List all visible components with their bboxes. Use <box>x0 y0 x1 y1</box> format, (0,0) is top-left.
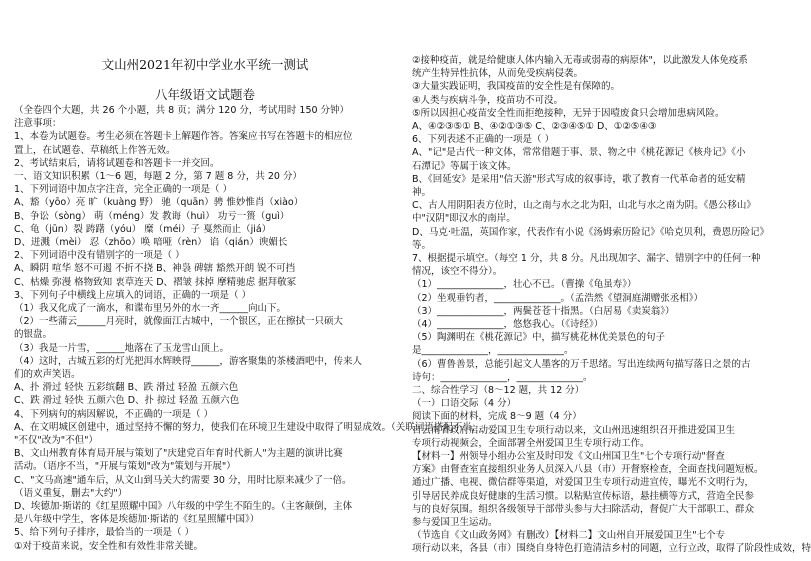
text-line: A、"记"是古代一种文体，常常借题于事、景、物之中《桃花源记《核舟记》《小 <box>412 147 746 159</box>
text-line: C、"文马高速"通车后，从文山到马关大约需要 30 分，用时比原来减少了一倍。 <box>14 474 352 486</box>
text-line: C、古人用阴阳表方位时，山之南与水之北为阳，山北与水之南为阴。《愚公移山》 <box>412 200 756 212</box>
text-line: A、豁（yōo）亮 旷（kuàng 野） 驰（quān）骋 惟妙惟肖（xiào） <box>14 197 304 209</box>
text-line: 诗句：______________，______________。 <box>412 371 593 383</box>
text-line: B、《回延安》是采用"信天游"形式写成的叙事诗，歌了教育一代革命者的延安精 <box>412 173 746 185</box>
text-line: B、文山州教育体育局开展与策划了"庆建党百年育时代新人"为主题的演讲比赛 <box>14 448 343 460</box>
text-line: 1、本卷为试题卷。考生必须在答题卡上解题作答。答案应书写在答题卡的相应位 <box>14 131 353 143</box>
text-line: 与的良好氛围。组织各级领导干部带头参与大扫除活动，督促广大干部职工、群众 <box>412 503 755 515</box>
text-line: D、埃德加·斯诺的《红星照耀中国》八年级的中学生不陌生的。（主客颠倒，主体 <box>14 501 353 512</box>
text-line: 石潭记》等属于该文体。 <box>412 160 517 172</box>
text-line: 7、根据提示填空。（每空 1 分，共 8 分。凡出现加字、漏字、错别字中的任何一种 <box>412 253 761 264</box>
text-line: C、龟（jūn）裂 踌躇（yóu） 糜（méi）子 戛然而止（jiá） <box>14 223 272 235</box>
text-line: 6、下列表述不正确的一项是（ ） <box>412 134 555 146</box>
text-line: 是八年级中学生，客体是埃德加·斯诺的《红星照耀中国》） <box>14 514 260 526</box>
text-line: （2）一些蒲云______月亮时，就像面江古城中，一个银区，正在擦拭一只硕大 <box>14 316 344 328</box>
text-line: 情况，该空不得分）。 <box>412 266 503 278</box>
text-line: （3）______________，两鬓苍苍十指黑。（白居易《卖炭翁》） <box>412 305 675 317</box>
text-line: A、瞬阴 喧华 怒不可遏 不折不挠 B、神袅 碑辖 豁然开朗 锐不可挡 <box>14 263 296 275</box>
text-line: ②接种疫苗，就是给健康人体内输入无毒或弱毒的病原体"，以此激发人体免疫系 <box>412 55 748 66</box>
text-line: 3、下列句子中横线上应填入的词语，正确的一项是（ ） <box>14 289 252 301</box>
text-line: 置上，在试题卷、草稿纸上作答无效。 <box>14 144 176 156</box>
text-line: 5、给下列句子排序，最恰当的一项是（ ） <box>14 527 195 539</box>
text-line: ⑤所以因担心疫苗安全性而拒绝接种，无异于因噎废食只会增加患病风险。 <box>412 107 725 119</box>
text-line: 们的欢声笑语。 <box>14 369 81 380</box>
text-line: 统产生特异性抗体，从而免受疾病侵袭。 <box>412 68 584 80</box>
text-line: 参与爱国卫生运动。 <box>412 517 498 528</box>
text-line: （节选自《文山政务网》有删改）【材料二】文山州自开展爱国卫生"七个专 <box>412 530 726 542</box>
text-line: （4）这时，古城五彩的灯光把洱水辉映得______，游客聚集的茶楼酒吧中，传来人 <box>14 355 363 367</box>
text-line: 引导居民养成良好健康的生活习惯。以粘贴宣传标语，悬挂横等方式，营造全民参 <box>412 490 755 502</box>
text-line: （全卷四个大题，共 26 个小题，共 8 页；满分 120 分，考试用时 150 分钟） <box>14 105 350 116</box>
text-line: ③大量实践证明，我国疫苗的安全性是有保障的。 <box>412 81 621 93</box>
text-line: A、在文明城区创建中，通过坚持不懈的努力，使我们在环境卫生建设中取得了明显成效。（关联词语搭配不当， <box>14 421 482 433</box>
text-line: （6）曹鲁善景，总能引起文人墨客的万千思绪。写出连续两句描写落日之景的古 <box>412 358 751 370</box>
text-line: 是______________，______________。 <box>412 345 574 357</box>
text-line: （3）我是一片雪，______地落在了玉龙雪山顶上。 <box>14 342 230 354</box>
text-line: 1、下列词语中加点字注音，完全正确的一项是（ ） <box>14 184 233 196</box>
paper-title: 八年级语文试题卷 <box>154 87 255 102</box>
text-line: A、④②③⑤① B、④②①③⑤ C、②③④⑤① D、①②⑤④③ <box>412 121 657 132</box>
text-line: 【材料一】州领导小组办公室及时印发《文山州国卫生"七个专项行动"督查 <box>412 451 725 462</box>
text-line: ④人类与疾病斗争，疫苗功不可没。 <box>412 94 564 106</box>
text-line: B、争讼（sòng） 萌（méng）发 教诲（huì） 功亏一篑（guì） <box>14 210 290 222</box>
text-line: （一）口语交际（4 分） <box>412 398 517 410</box>
text-line: 神。 <box>412 187 432 198</box>
text-line: 等。 <box>412 239 432 251</box>
text-line: 活动。（语序不当，"开展与策划"改为"策划与开展"） <box>14 461 236 473</box>
text-line: （2）坐观垂钓者，______________。（孟浩然《望洞庭湖赠张丞相》） <box>412 292 704 304</box>
text-line: 阅读下面的材料，完成 8～9 题（4 分） <box>412 411 582 423</box>
text-line: 二、综合性学习（8～12 题，共 12 分） <box>412 385 585 396</box>
text-line: 一、语文知识积累（1～6 题，每题 2 分，第 7 题 8 分，共 20 分） <box>14 171 302 182</box>
text-line: 2、考试结束后，请将试题卷和答题卡一并交回。 <box>14 157 220 169</box>
text-line: （4）______________，悠悠我心。（《诗经》） <box>412 319 604 330</box>
text-line: 中"汉阴"即汉水的南岸。 <box>412 213 516 225</box>
text-line: 通过广播、电视、微信群等渠道，对爱国卫生专项行动进宣传，曝光不文明行为， <box>412 477 755 489</box>
text-line: D、马克·吐温，英国作家，代表作有小说《汤姆索历险记》《哈克贝利，费恩历险记》 <box>412 226 770 238</box>
text-line: 自云南省政府启动爱国卫生专项行动以来，文山州迅速组织召开推进爱国卫生 <box>412 424 736 436</box>
text-line: （语义重复，删去"大约"） <box>14 487 128 499</box>
text-line: 4、下列病句的病因解说，不正确的一项是（ ） <box>14 408 214 420</box>
text-line: ①对于疫苗来说，安全性和有效性非常关键。 <box>14 540 204 552</box>
text-line: C、跌 滑过 轻快 五颜六色 D、扑 掠过 轻盈 五颜六色 <box>14 395 240 407</box>
text-line: 的银盘。 <box>14 329 53 341</box>
text-line: （1）我又化成了一滴水，和谍布里另外的水一齐______向山下。 <box>14 303 287 314</box>
exam-title: 文山州2021年初中学业水平统一测试 <box>101 57 309 72</box>
text-line: C、枯燥 弥漫 格物致知 衷草连天 D、褶皱 抹掉 摩精驰虑 据拜敬冢 <box>14 276 297 288</box>
text-line: 2、下列词语中没有错别字的一项是（ ） <box>14 250 185 262</box>
text-line: 专项行动视频会，全面部署全州爱国卫生专项行动工作。 <box>412 437 650 449</box>
text-line: A、扑 滑过 轻快 五彩缤翻 B、跌 滑过 轻盈 五颜六色 <box>14 382 239 394</box>
text-line: 方案》由督查室直接组织业务人员深入八县（市）开督察检查，全面查找问题短板。 <box>412 464 764 476</box>
right-column <box>412 0 811 561</box>
text-line: "不仅"改为"不但"） <box>14 435 98 446</box>
text-line: （5）陶渊明在《桃花源记》中，描写桃花林优美景色的句子 <box>412 332 666 344</box>
text-line: 注意事项： <box>14 118 62 130</box>
text-line: 项行动以来，各县（市）围绕自身特色打造清洁乡村的同题，立行立改，取得了阶段性成效，特 <box>412 543 811 555</box>
text-line: （1）______________，壮心不已。（曹操《龟虽寿》） <box>412 279 637 291</box>
text-line: D、迸溅（mèi） 忍（zhōo）唤 喑哑（rèn） 谄（qián）谀媚长 <box>14 237 288 248</box>
